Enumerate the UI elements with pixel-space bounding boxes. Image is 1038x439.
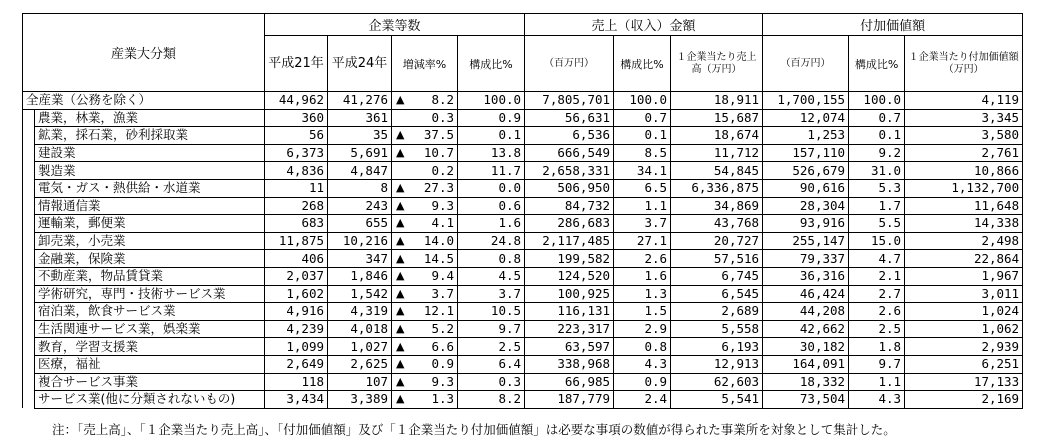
cell-h24: 2,625 <box>328 355 392 373</box>
cell-h24: 361 <box>328 109 392 127</box>
change-rate-value: 6.6 <box>431 338 455 354</box>
cell-va: 44,208 <box>763 303 849 321</box>
change-rate-value: 10.7 <box>423 145 455 161</box>
table-row <box>23 162 1023 180</box>
table-row <box>23 303 1023 321</box>
table-row <box>23 127 1023 145</box>
cell-sales: 187,779 <box>525 391 614 409</box>
cell-share1: 0.8 <box>458 250 525 268</box>
cell-sales: 338,968 <box>525 355 614 373</box>
cell-rate <box>392 250 458 268</box>
cell-h24: 5,691 <box>328 144 392 162</box>
cell-spc: 6,545 <box>671 285 763 303</box>
cell-vpc: 3,345 <box>905 109 1023 127</box>
decrease-triangle-icon: ▲ <box>396 357 405 371</box>
cell-va: 93,916 <box>763 215 849 233</box>
indent-cell <box>23 391 35 409</box>
header-sales-unit: （百万円） <box>525 36 614 92</box>
cell-h24: 4,847 <box>328 162 392 180</box>
cell-sales: 7,805,701 <box>525 92 614 110</box>
cell-share1: 3.7 <box>458 285 525 303</box>
cell-share1: 2.5 <box>458 338 525 356</box>
cell-spc: 62,603 <box>671 373 763 391</box>
cell-rate <box>392 355 458 373</box>
cell-h24: 41,276 <box>328 92 392 110</box>
table-row <box>23 391 1023 409</box>
industry-name: 製造業 <box>35 162 265 180</box>
cell-va: 1,253 <box>763 127 849 145</box>
cell-sales: 100,925 <box>525 285 614 303</box>
cell-share1: 0.3 <box>458 373 525 391</box>
header-h21: 平成21年 <box>265 36 328 92</box>
industry-name: 農業，林業，漁業 <box>35 109 265 127</box>
cell-vpc: 1,967 <box>905 267 1023 285</box>
cell-share2: 0.1 <box>614 127 671 145</box>
cell-h21: 4,836 <box>265 162 328 180</box>
table-row <box>23 267 1023 285</box>
industry-name: 宿泊業，飲食サービス業 <box>35 303 265 321</box>
industry-name: 電気・ガス・熱供給・水道業 <box>35 179 265 197</box>
cell-h21: 11 <box>265 179 328 197</box>
header-sales-per-company: １企業当たり売上高（万円） <box>671 36 763 92</box>
decrease-triangle-icon: ▲ <box>396 322 405 336</box>
header-value-added-group: 付加価値額 <box>763 14 1023 36</box>
cell-va: 79,337 <box>763 250 849 268</box>
cell-share2: 0.8 <box>614 338 671 356</box>
change-rate-value: 8.2 <box>431 92 455 108</box>
change-rate-value: 9.3 <box>431 197 455 213</box>
cell-share2: 2.9 <box>614 320 671 338</box>
cell-spc: 34,869 <box>671 197 763 215</box>
cell-h24: 1,846 <box>328 267 392 285</box>
cell-va: 28,304 <box>763 197 849 215</box>
cell-rate <box>392 338 458 356</box>
cell-h21: 44,962 <box>265 92 328 110</box>
cell-share2: 1.1 <box>614 197 671 215</box>
change-rate-value: 12.1 <box>423 303 455 319</box>
header-h24: 平成24年 <box>328 36 392 92</box>
cell-h21: 2,037 <box>265 267 328 285</box>
table-row <box>23 109 1023 127</box>
cell-spc: 12,913 <box>671 355 763 373</box>
cell-sales: 666,549 <box>525 144 614 162</box>
indent-cell <box>23 109 35 127</box>
indent-cell <box>23 232 35 250</box>
cell-va: 12,074 <box>763 109 849 127</box>
header-companies-group: 企業等数 <box>265 14 525 36</box>
cell-share1: 13.8 <box>458 144 525 162</box>
cell-h24: 655 <box>328 215 392 233</box>
indent-cell <box>23 267 35 285</box>
change-rate-value: 0.2 <box>431 162 455 178</box>
table-row <box>23 373 1023 391</box>
decrease-triangle-icon: ▲ <box>396 146 405 160</box>
cell-spc: 57,516 <box>671 250 763 268</box>
cell-vpc: 3,580 <box>905 127 1023 145</box>
cell-share2: 1.6 <box>614 267 671 285</box>
cell-va: 46,424 <box>763 285 849 303</box>
cell-rate <box>392 179 458 197</box>
cell-share3: 0.1 <box>849 127 905 145</box>
cell-share1: 1.6 <box>458 215 525 233</box>
decrease-triangle-icon: ▲ <box>396 93 405 107</box>
cell-share1: 9.7 <box>458 320 525 338</box>
header-change-rate: 増減率% <box>392 36 458 92</box>
cell-share3: 2.5 <box>849 320 905 338</box>
cell-share2: 8.5 <box>614 144 671 162</box>
cell-h24: 35 <box>328 127 392 145</box>
industry-name: サービス業(他に分類されないもの) <box>35 391 265 409</box>
cell-va: 1,700,155 <box>763 92 849 110</box>
cell-h24: 107 <box>328 373 392 391</box>
cell-rate <box>392 92 458 110</box>
cell-share3: 31.0 <box>849 162 905 180</box>
decrease-triangle-icon: ▲ <box>396 198 405 212</box>
cell-vpc: 6,251 <box>905 355 1023 373</box>
indent-cell <box>23 127 35 145</box>
cell-h21: 2,649 <box>265 355 328 373</box>
cell-vpc: 2,498 <box>905 232 1023 250</box>
cell-rate <box>392 285 458 303</box>
cell-h21: 1,602 <box>265 285 328 303</box>
indent-cell <box>23 338 35 356</box>
cell-spc: 20,727 <box>671 232 763 250</box>
cell-sales: 6,536 <box>525 127 614 145</box>
indent-cell <box>23 373 35 391</box>
cell-share3: 2.6 <box>849 303 905 321</box>
cell-spc: 43,768 <box>671 215 763 233</box>
cell-share2: 2.4 <box>614 391 671 409</box>
indent-cell <box>23 215 35 233</box>
header-sales-group: 売上（収入）金額 <box>525 14 763 36</box>
cell-rate <box>392 391 458 409</box>
cell-share3: 1.7 <box>849 197 905 215</box>
change-rate-value: 27.3 <box>423 180 455 196</box>
indent-cell <box>23 285 35 303</box>
cell-h24: 243 <box>328 197 392 215</box>
change-rate-value: 5.2 <box>431 321 455 337</box>
cell-rate <box>392 267 458 285</box>
cell-vpc: 2,939 <box>905 338 1023 356</box>
cell-vpc: 1,062 <box>905 320 1023 338</box>
cell-h24: 347 <box>328 250 392 268</box>
table-row <box>23 250 1023 268</box>
cell-share3: 4.3 <box>849 391 905 409</box>
header-va-per-company: １企業当たり付加価値額（万円） <box>905 36 1023 92</box>
cell-spc: 6,745 <box>671 267 763 285</box>
cell-share1: 11.7 <box>458 162 525 180</box>
cell-va: 18,332 <box>763 373 849 391</box>
cell-spc: 11,712 <box>671 144 763 162</box>
cell-spc: 15,687 <box>671 109 763 127</box>
cell-share3: 5.3 <box>849 179 905 197</box>
cell-h21: 268 <box>265 197 328 215</box>
industry-name: 卸売業，小売業 <box>35 232 265 250</box>
table-row <box>23 338 1023 356</box>
table-row <box>23 197 1023 215</box>
cell-h24: 4,319 <box>328 303 392 321</box>
industry-name: 運輸業，郵便業 <box>35 215 265 233</box>
decrease-triangle-icon: ▲ <box>396 339 405 353</box>
cell-share3: 5.5 <box>849 215 905 233</box>
cell-va: 73,504 <box>763 391 849 409</box>
change-rate-value: 14.0 <box>423 233 455 249</box>
cell-share2: 0.9 <box>614 373 671 391</box>
cell-spc: 6,193 <box>671 338 763 356</box>
cell-share1: 0.0 <box>458 179 525 197</box>
decrease-triangle-icon: ▲ <box>396 181 405 195</box>
cell-vpc: 17,133 <box>905 373 1023 391</box>
table-row <box>23 215 1023 233</box>
cell-sales: 63,597 <box>525 338 614 356</box>
cell-h21: 406 <box>265 250 328 268</box>
cell-h24: 3,389 <box>328 391 392 409</box>
cell-va: 42,662 <box>763 320 849 338</box>
cell-share2: 2.6 <box>614 250 671 268</box>
cell-sales: 56,631 <box>525 109 614 127</box>
cell-h21: 1,099 <box>265 338 328 356</box>
industry-name: 建設業 <box>35 144 265 162</box>
cell-spc: 18,911 <box>671 92 763 110</box>
decrease-triangle-icon: ▲ <box>396 234 405 248</box>
cell-spc: 54,845 <box>671 162 763 180</box>
change-rate-value: 1.3 <box>431 391 455 407</box>
cell-vpc: 14,338 <box>905 215 1023 233</box>
cell-sales: 199,582 <box>525 250 614 268</box>
industry-name: 生活関連サービス業，娯楽業 <box>35 320 265 338</box>
cell-rate <box>392 373 458 391</box>
cell-h24: 10,216 <box>328 232 392 250</box>
cell-h21: 11,875 <box>265 232 328 250</box>
cell-h21: 56 <box>265 127 328 145</box>
change-rate-value: 0.3 <box>431 109 455 125</box>
header-category: 産業大分類 <box>23 14 265 92</box>
cell-vpc: 2,761 <box>905 144 1023 162</box>
change-rate-value: 9.3 <box>431 373 455 389</box>
cell-h24: 1,542 <box>328 285 392 303</box>
cell-spc: 5,541 <box>671 391 763 409</box>
decrease-triangle-icon: ▲ <box>396 304 405 318</box>
cell-share2: 6.5 <box>614 179 671 197</box>
cell-sales: 223,317 <box>525 320 614 338</box>
cell-vpc: 10,866 <box>905 162 1023 180</box>
cell-share3: 9.2 <box>849 144 905 162</box>
cell-va: 255,147 <box>763 232 849 250</box>
cell-share2: 1.5 <box>614 303 671 321</box>
cell-rate <box>392 127 458 145</box>
cell-h21: 4,239 <box>265 320 328 338</box>
indent-cell <box>23 197 35 215</box>
industry-name: 金融業，保険業 <box>35 250 265 268</box>
cell-share2: 34.1 <box>614 162 671 180</box>
cell-rate <box>392 320 458 338</box>
cell-rate <box>392 144 458 162</box>
cell-share3: 2.1 <box>849 267 905 285</box>
indent-cell <box>23 250 35 268</box>
cell-share1: 10.5 <box>458 303 525 321</box>
change-rate-value: 37.5 <box>423 127 455 143</box>
decrease-triangle-icon: ▲ <box>396 374 405 388</box>
cell-share3: 0.7 <box>849 109 905 127</box>
cell-va: 36,316 <box>763 267 849 285</box>
cell-share2: 0.7 <box>614 109 671 127</box>
cell-rate <box>392 109 458 127</box>
cell-rate <box>392 215 458 233</box>
table-row <box>23 285 1023 303</box>
cell-vpc: 3,011 <box>905 285 1023 303</box>
decrease-triangle-icon: ▲ <box>396 269 405 283</box>
cell-share3: 2.7 <box>849 285 905 303</box>
cell-h21: 118 <box>265 373 328 391</box>
cell-share1: 0.6 <box>458 197 525 215</box>
cell-spc: 5,558 <box>671 320 763 338</box>
cell-spc: 2,689 <box>671 303 763 321</box>
cell-va: 30,182 <box>763 338 849 356</box>
cell-h21: 3,434 <box>265 391 328 409</box>
table-row <box>23 144 1023 162</box>
decrease-triangle-icon: ▲ <box>396 251 405 265</box>
cell-va: 164,091 <box>763 355 849 373</box>
cell-h24: 8 <box>328 179 392 197</box>
cell-share1: 0.1 <box>458 127 525 145</box>
statistics-table-container <box>22 13 1023 409</box>
decrease-triangle-icon: ▲ <box>396 128 405 142</box>
cell-share2: 27.1 <box>614 232 671 250</box>
decrease-triangle-icon: ▲ <box>396 286 405 300</box>
cell-share1: 100.0 <box>458 92 525 110</box>
cell-h21: 360 <box>265 109 328 127</box>
cell-share2: 1.3 <box>614 285 671 303</box>
header-share-va: 構成比% <box>849 36 905 92</box>
cell-share3: 15.0 <box>849 232 905 250</box>
cell-share1: 4.5 <box>458 267 525 285</box>
cell-share2: 3.7 <box>614 215 671 233</box>
industry-name: 複合サービス事業 <box>35 373 265 391</box>
cell-sales: 506,950 <box>525 179 614 197</box>
cell-h24: 1,027 <box>328 338 392 356</box>
industry-name: 鉱業，採石業，砂利採取業 <box>35 127 265 145</box>
cell-va: 90,616 <box>763 179 849 197</box>
cell-rate <box>392 232 458 250</box>
cell-sales: 2,117,485 <box>525 232 614 250</box>
change-rate-value: 9.4 <box>431 268 455 284</box>
cell-share3: 4.7 <box>849 250 905 268</box>
decrease-triangle-icon: ▲ <box>396 392 405 406</box>
table-row <box>23 320 1023 338</box>
cell-spc: 6,336,875 <box>671 179 763 197</box>
cell-share3: 1.8 <box>849 338 905 356</box>
industry-name: 不動産業，物品賃貸業 <box>35 267 265 285</box>
change-rate-value: 0.9 <box>431 356 455 372</box>
cell-share3: 100.0 <box>849 92 905 110</box>
cell-vpc: 2,169 <box>905 391 1023 409</box>
cell-share2: 100.0 <box>614 92 671 110</box>
cell-share1: 8.2 <box>458 391 525 409</box>
indent-cell <box>23 303 35 321</box>
cell-rate <box>392 303 458 321</box>
table-row-total <box>23 92 1023 110</box>
industry-name: 教育，学習支援業 <box>35 338 265 356</box>
header-va-unit: （百万円） <box>763 36 849 92</box>
cell-va: 526,679 <box>763 162 849 180</box>
cell-sales: 286,683 <box>525 215 614 233</box>
cell-h21: 6,373 <box>265 144 328 162</box>
industry-name: 学術研究，専門・技術サービス業 <box>35 285 265 303</box>
cell-sales: 66,985 <box>525 373 614 391</box>
cell-vpc: 11,648 <box>905 197 1023 215</box>
cell-share2: 4.3 <box>614 355 671 373</box>
decrease-triangle-icon: ▲ <box>396 216 405 230</box>
cell-share3: 9.7 <box>849 355 905 373</box>
cell-h21: 4,916 <box>265 303 328 321</box>
cell-share3: 1.1 <box>849 373 905 391</box>
cell-h21: 683 <box>265 215 328 233</box>
indent-cell <box>23 355 35 373</box>
cell-vpc: 1,024 <box>905 303 1023 321</box>
header-share-sales: 構成比% <box>614 36 671 92</box>
industry-name: 医療，福祉 <box>35 355 265 373</box>
indent-cell <box>23 162 35 180</box>
cell-sales: 116,131 <box>525 303 614 321</box>
cell-sales: 2,658,331 <box>525 162 614 180</box>
change-rate-value: 4.1 <box>431 215 455 231</box>
industry-statistics-table <box>22 13 1023 409</box>
table-row <box>23 355 1023 373</box>
change-rate-value: 14.5 <box>423 250 455 266</box>
cell-share1: 6.4 <box>458 355 525 373</box>
industry-name: 情報通信業 <box>35 197 265 215</box>
cell-vpc: 4,119 <box>905 92 1023 110</box>
table-body <box>23 92 1023 409</box>
cell-rate <box>392 162 458 180</box>
cell-sales: 124,520 <box>525 267 614 285</box>
cell-share1: 24.8 <box>458 232 525 250</box>
cell-share1: 0.9 <box>458 109 525 127</box>
cell-va: 157,110 <box>763 144 849 162</box>
cell-vpc: 22,864 <box>905 250 1023 268</box>
indent-cell <box>23 144 35 162</box>
cell-spc: 18,674 <box>671 127 763 145</box>
change-rate-value: 3.7 <box>431 285 455 301</box>
footnote: 注：「売上高」、「１企業当たり売上高」、「付加価値額」及び「１企業当たり付加価値額」は必要な事項の数値が得られた事業所を対象として集計した。 <box>52 422 896 437</box>
header-share-companies: 構成比% <box>458 36 525 92</box>
table-row <box>23 232 1023 250</box>
indent-cell <box>23 179 35 197</box>
cell-vpc: 1,132,700 <box>905 179 1023 197</box>
indent-cell <box>23 320 35 338</box>
industry-name: 全産業（公務を除く） <box>23 92 265 110</box>
cell-h24: 4,018 <box>328 320 392 338</box>
table-row <box>23 179 1023 197</box>
cell-sales: 84,732 <box>525 197 614 215</box>
cell-rate <box>392 197 458 215</box>
